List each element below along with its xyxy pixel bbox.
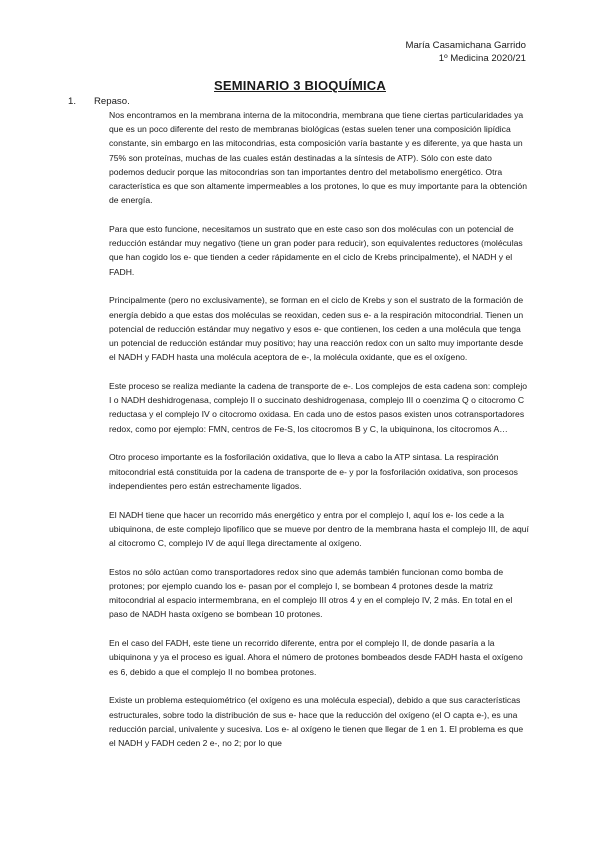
author-name: María Casamichana Garrido: [405, 40, 526, 51]
paragraph: Existe un problema estequiométrico (el oxígeno es una molécula especial), debido a que sus características estructurales, sobre todo la distribución de sus e- hace que la reducción del oxígeno (el O capta e-), es una reducción parcial, univalente y sucesiva. Los e- al oxígeno le tienen que llegar de 1 en 1. El problema es que el NADH y FADH ceden 2 e-, no 2; por lo que: [109, 695, 524, 749]
paragraph: En el caso del FADH, este tiene un recorrido diferente, entra por el complejo II, de donde pasaría a la ubiquinona y ya el proceso es igual. Ahora el número de protones bombeados desde FADH hasta el oxígeno es 6, debido a que el complejo II no bombea protones.: [109, 638, 523, 677]
paragraph: Estos no sólo actúan como transportadores redox sino que además también funcionan como bomba de protones; por ejemplo cuando los e- pasan por el complejo I, se bombean 4 protones desde la matriz mitocondrial al espacio intermembrana, en el complejo III otros 4 y en el complejo IV, 2 más. En total en el paso de NADH hasta oxígeno se bombean 10 protones.: [109, 566, 513, 620]
paragraph: Para que esto funcione, necesitamos un sustrato que en este caso son dos moléculas con un potencial de reducción estándar muy negativo (tiene un gran poder para reducir), son equivalentes reductores (moléculas que han cogido los e- que tienden a ceder rápidamente en el ciclo de Krebs principalmente), el NADH y el FADH.: [109, 224, 523, 277]
section-heading: [68, 96, 130, 108]
course-label: 1º Medicina 2020/21: [438, 53, 526, 64]
paragraph: Principalmente (pero no exclusivamente), se forman en el ciclo de Krebs y son el sustrato de la formación de energía debido a que estas dos moléculas se reoxidan, ceden sus e- a la respiración mitocondrial. Tienen un potencial de reducción estándar muy negativo y esos e- que contienen, los ceden a una molécula que tenga un potencial de reducción estándar muy positivo; hay una reacción redox con un salto muy importante desde el NADH y FADH hasta una molécula aceptora de e-, la molécula oxidante, que es el oxígeno.: [109, 295, 524, 363]
paragraph: Este proceso se realiza mediante la cadena de transporte de e-. Los complejos de esta cadena son: complejo I o NADH deshidrogenasa, complejo II o succinato deshidrogenasa, complejo III o coenzima Q o citocromo C reductasa y el complejo IV o citocromo oxidasa. En cada uno de estos pasos existen unos cotransportadores redox, como por ejemplo: FMN, centros de Fe-S, los citocromos B y C, la ubiquinona, los citocromos A…: [109, 381, 528, 434]
paragraph: Nos encontramos en la membrana interna de la mitocondria, membrana que tiene ciertas particularidades ya que es un poco diferente del resto de membranas biológicas (estas suelen tener una composición lipídica constante, sin embargo en las mitocondrias, esta composición varía bastante y es diferente, ya que hasta un 75% son proteínas, muchas de las cuales están destinadas a la síntesis de ATP). Sólo con este dato podemos deducir porque las mitocondrias son tan importantes dentro del metabolismo energético. Otra característica es que son altamente impermeables a los protones, lo que es muy importante para la obtención de energía.: [109, 110, 527, 206]
author-block: [405, 39, 526, 65]
section-title: Repaso.: [94, 96, 130, 107]
paragraph: El NADH tiene que hacer un recorrido más energético y entra por el complejo I, aquí los e- los cede a la ubiquinona, de este complejo lipofílico que se mueve por dentro de la membrana hasta el complejo III, de aquí al citocromo C, complejo IV de aquí llega directamente al oxígeno.: [109, 509, 529, 549]
section-number: 1.: [68, 96, 77, 107]
body-text: [109, 108, 529, 765]
document-title: SEMINARIO 3 BIOQUÍMICA: [214, 78, 386, 93]
paragraph: Otro proceso importante es la fosforilación oxidativa, que lo lleva a cabo la ATP sintasa. La respiración mitocondrial está constituida por la cadena de transporte de e- y por la fosforilación oxidativa, son procesos independientes pero están estrechamente ligados.: [109, 452, 518, 491]
